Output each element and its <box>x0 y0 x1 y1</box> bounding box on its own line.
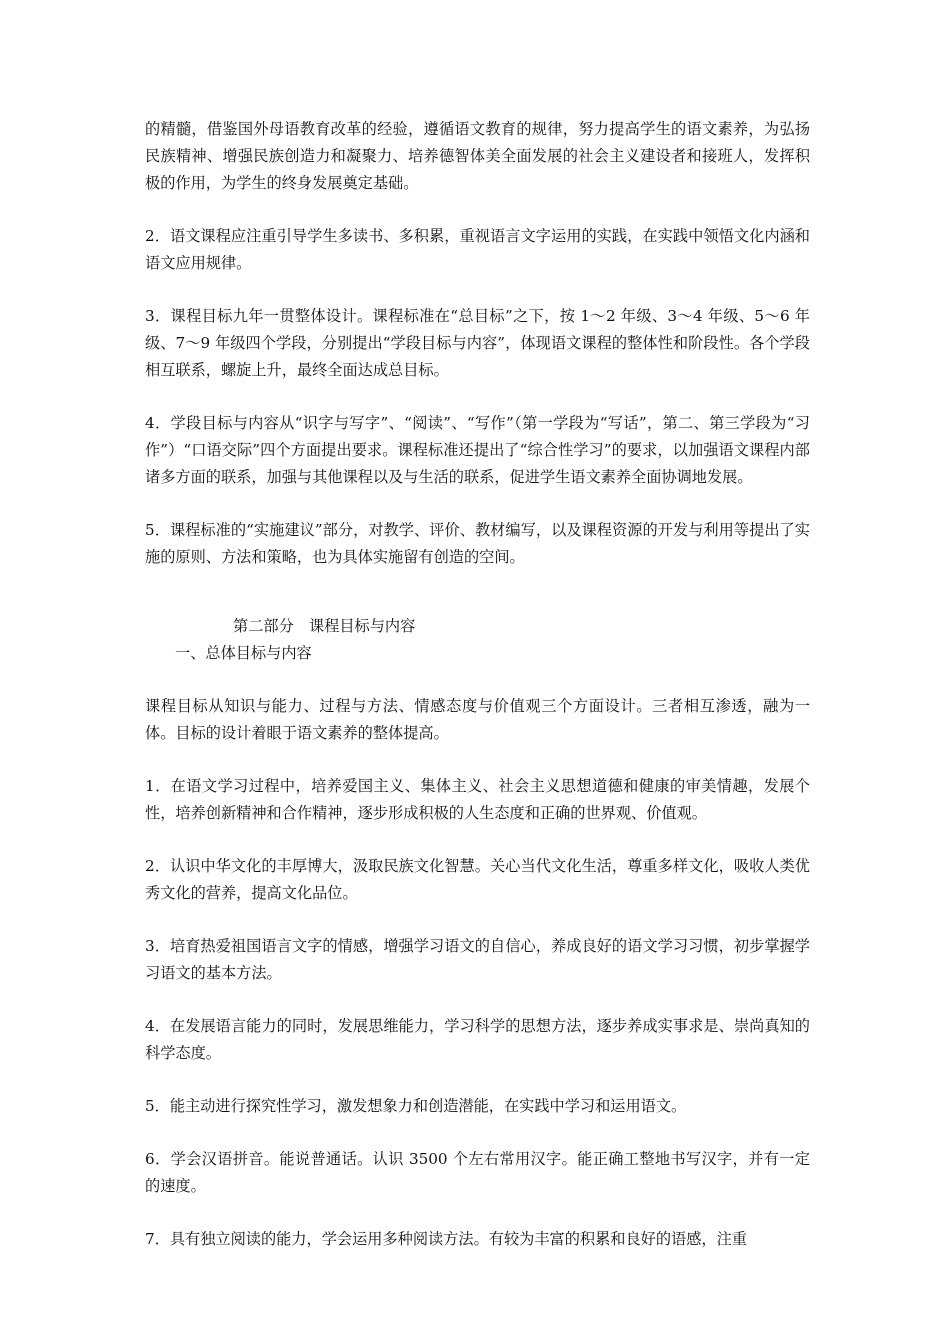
paragraph-goal-2: 2．认识中华文化的丰厚博大，汲取民族文化智慧。关心当代文化生活，尊重多样文化，吸收人类优秀文化的营养，提高文化品位。 <box>145 857 810 902</box>
paragraph-point-4: 4．学段目标与内容从“识字与写字”、“阅读”、“写作”（第一学段为“写话”，第二、第三学段为“习作”）“口语交际”四个方面提出要求。课程标准还提出了“综合性学习”的要求，以加强语文课程内部诸多方面的联系，加强与其他课程以及与生活的联系，促进学生语文素养全面协调地发展。 <box>145 414 810 486</box>
paragraph-point-3: 3．课程目标九年一贯整体设计。课程标准在“总目标”之下，按 1～2 年级、3～4 年级、5～6 年级、7～9 年级四个学段，分别提出“学段目标与内容”，体现语文课程的整体性和阶段性。各个学段相互联系，螺旋上升，最终全面达成总目标。 <box>145 307 810 379</box>
paragraph-goal-4: 4．在发展语言能力的同时，发展思维能力，学习科学的思想方法，逐步养成实事求是、崇尚真知的科学态度。 <box>145 1017 810 1062</box>
paragraph-goal-5: 5．能主动进行探究性学习，激发想象力和创造潜能，在实践中学习和运用语文。 <box>145 1097 687 1115</box>
document-page <box>145 116 810 1279</box>
subsection-title: 一、总体目标与内容 <box>175 644 312 662</box>
paragraph-intro-continued: 的精髓，借鉴国外母语教育改革的经验，遵循语文教育的规律，努力提高学生的语文素养，为弘扬民族精神、增强民族创造力和凝聚力、培养德智体美全面发展的社会主义建设者和接班人，发挥积极的作用，为学生的终身发展奠定基础。 <box>145 120 810 192</box>
paragraph-goal-7: 7．具有独立阅读的能力，学会运用多种阅读方法。有较为丰富的积累和良好的语感，注重 <box>145 1230 747 1248</box>
paragraph-goal-intro: 课程目标从知识与能力、过程与方法、情感态度与价值观三个方面设计。三者相互渗透，融为一体。目标的设计着眼于语文素养的整体提高。 <box>145 697 810 742</box>
paragraph-point-5: 5．课程标准的“实施建议”部分，对教学、评价、教材编写，以及课程资源的开发与利用等提出了实施的原则、方法和策略，也为具体实施留有创造的空间。 <box>145 521 810 566</box>
section-title: 第二部分 课程目标与内容 <box>233 617 416 635</box>
paragraph-goal-1: 1．在语文学习过程中，培养爱国主义、集体主义、社会主义思想道德和健康的审美情趣，发展个性，培养创新精神和合作精神，逐步形成积极的人生态度和正确的世界观、价值观。 <box>145 777 810 822</box>
paragraph-goal-3: 3．培育热爱祖国语言文字的情感，增强学习语文的自信心，养成良好的语文学习习惯，初步掌握学习语文的基本方法。 <box>145 937 810 982</box>
paragraph-goal-6: 6．学会汉语拼音。能说普通话。认识 3500 个左右常用汉字。能正确工整地书写汉字，并有一定的速度。 <box>145 1150 810 1195</box>
paragraph-point-2: 2．语文课程应注重引导学生多读书、多积累，重视语言文字运用的实践，在实践中领悟文化内涵和语文应用规律。 <box>145 227 810 272</box>
